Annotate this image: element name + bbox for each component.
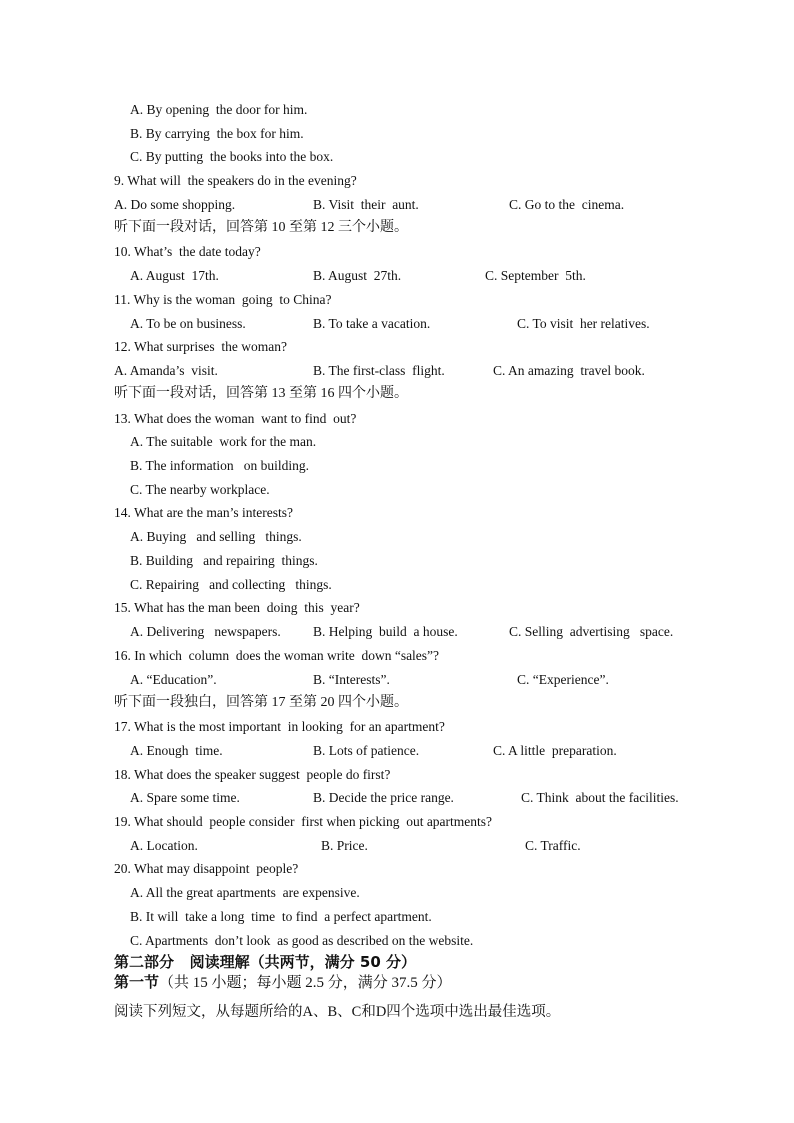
- q8-option-b: B. By carrying the box for him.: [130, 126, 304, 141]
- q13-option-c: C. The nearby workplace.: [130, 482, 270, 497]
- q9-option-a: A. Do some shopping.: [114, 197, 236, 212]
- q18-option-c: C. Think about the facilities.: [521, 790, 679, 805]
- q11-option-b: B. To take a vacation.: [313, 316, 431, 331]
- q12-option-b: B. The first-class flight.: [313, 363, 445, 378]
- q17-option-a: A. Enough time.: [130, 743, 223, 758]
- q19-option-c: C. Traffic.: [525, 838, 581, 853]
- q12-option-a: A. Amanda’s visit.: [114, 363, 218, 378]
- q20-option-a: A. All the great apartments are expensive.: [130, 885, 360, 900]
- q13-option-b: B. The information on building.: [130, 458, 309, 473]
- instruction-13-16: 听下面一段对话，回答第 13 至第 16 四个小题。: [114, 386, 408, 401]
- q18-option-a: A. Spare some time.: [130, 790, 240, 805]
- q10-option-c: C. September 5th.: [485, 268, 586, 283]
- q16-option-b: B. “Interests”.: [313, 672, 390, 687]
- q20-option-c: C. Apartments don’t look as good as described on the website.: [130, 933, 474, 948]
- q15-option-b: B. Helping build a house.: [313, 624, 458, 639]
- q16-option-a: A. “Education”.: [130, 672, 217, 687]
- q19-option-a: A. Location.: [130, 838, 198, 853]
- section1-title: 第一节: [114, 973, 160, 991]
- q16-option-c: C. “Experience”.: [517, 672, 609, 687]
- q10-option-b: B. August 27th.: [313, 268, 402, 283]
- q18-option-b: B. Decide the price range.: [313, 790, 454, 805]
- q14-stem: 14. What are the man’s interests?: [114, 505, 293, 520]
- q16-stem: 16. In which column does the woman write down “sales”?: [114, 648, 440, 663]
- q11-option-a: A. To be on business.: [130, 316, 246, 331]
- q14-option-b: B. Building and repairing things.: [130, 553, 318, 568]
- q9-option-c: C. Go to the cinema.: [509, 197, 625, 212]
- q11-stem: 11. Why is the woman going to China?: [114, 292, 332, 307]
- q8-option-a: A. By opening the door for him.: [130, 102, 308, 117]
- q10-stem: 10. What’s the date today?: [114, 244, 261, 259]
- q19-stem: 19. What should people consider first when picking out apartments?: [114, 814, 493, 829]
- q10-option-a: A. August 17th.: [130, 268, 219, 283]
- q15-stem: 15. What has the man been doing this year?: [114, 600, 360, 615]
- instruction-10-12: 听下面一段对话，回答第 10 至第 12 三个小题。: [114, 220, 408, 235]
- q20-stem: 20. What may disappoint people?: [114, 861, 299, 876]
- q15-option-c: C. Selling advertising space.: [509, 624, 674, 639]
- q12-option-c: C. An amazing travel book.: [493, 363, 645, 378]
- instruction-17-20: 听下面一段独白，回答第 17 至第 20 四个小题。: [114, 695, 408, 710]
- reading-instruction: 阅读下列短文，从每题所给的A、B、C和D四个选项中选出最佳选项。: [114, 1004, 561, 1020]
- q19-option-b: B. Price.: [321, 838, 368, 853]
- part2-title: 第二部分 阅读理解（共两节，满分 50 分）: [114, 953, 416, 971]
- q14-option-c: C. Repairing and collecting things.: [130, 577, 332, 592]
- section1-heading: [114, 973, 452, 992]
- section1-desc: （共 15 小题；每小题 2.5 分，满分 37.5 分）: [159, 975, 452, 991]
- q8-option-c: C. By putting the books into the box.: [130, 149, 334, 164]
- q12-stem: 12. What surprises the woman?: [114, 339, 287, 354]
- q11-option-c: C. To visit her relatives.: [517, 316, 650, 331]
- q9-stem: 9. What will the speakers do in the evening?: [114, 173, 357, 188]
- q17-stem: 17. What is the most important in looking for an apartment?: [114, 719, 445, 734]
- q13-stem: 13. What does the woman want to find out?: [114, 411, 357, 426]
- q18-stem: 18. What does the speaker suggest people do first?: [114, 767, 391, 782]
- q20-option-b: B. It will take a long time to find a perfect apartment.: [130, 909, 432, 924]
- q14-option-a: A. Buying and selling things.: [130, 529, 302, 544]
- q17-option-c: C. A little preparation.: [493, 743, 617, 758]
- q15-option-a: A. Delivering newspapers.: [130, 624, 281, 639]
- q13-option-a: A. The suitable work for the man.: [130, 434, 317, 449]
- q9-option-b: B. Visit their aunt.: [313, 197, 419, 212]
- q17-option-b: B. Lots of patience.: [313, 743, 420, 758]
